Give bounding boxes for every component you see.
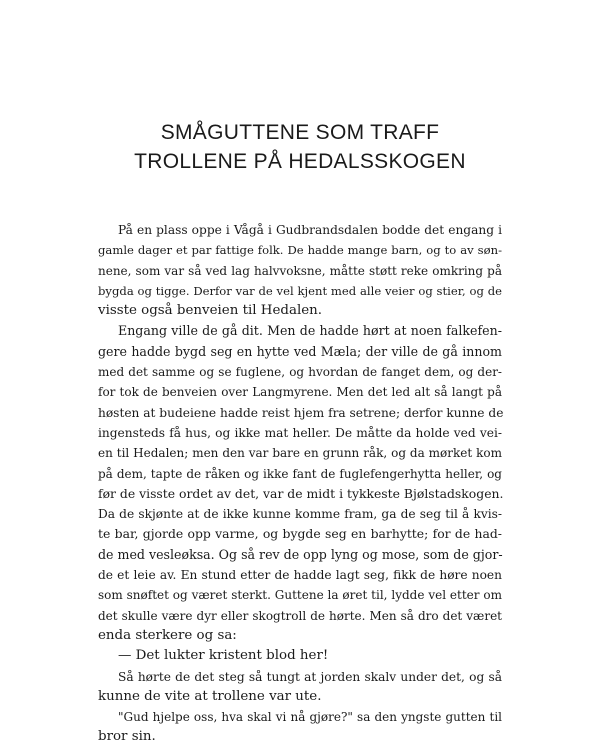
text-line: ingensteds få hus, og ikke mat heller. De måtte da holde ved vei- [98, 425, 502, 440]
text-line: som snøftet og været sterkt. Guttene la øret til, lydde vel etter om [98, 588, 502, 603]
text-line: med det samme og se fuglene, og hvordan de fanget dem, og der- [98, 365, 502, 380]
chapter-title-line-2: TROLLENE PÅ HEDALSSKOGEN [134, 150, 466, 173]
story-text [98, 220, 502, 748]
text-line: en til Hedalen; men den var bare en grunn råk, og da mørket kom [98, 446, 502, 461]
text-line: før de visste ordet av det, var de midt i tykkeste Bjølstadskogen. [98, 485, 504, 501]
text-line: "Gud hjelpe oss, hva skal vi nå gjøre?" sa den yngste gutten til [118, 710, 502, 725]
text-line: for tok de benveien over Langmyrene. Men det led alt så langt på [98, 385, 502, 400]
text-line: det skulle være dyr eller skogtroll de hørte. Men så dro det været [98, 608, 502, 623]
text-line: på dem, tapte de råken og ikke fant de fuglefengerhytta heller, og [98, 466, 502, 481]
text-line: te bar, gjorde opp varme, og bygde seg en barhytte; for de had- [98, 526, 502, 542]
chapter-title [100, 118, 500, 176]
text-line: bygda og tigge. Derfor var de vel kjent med alle veier og stier, og de [98, 283, 502, 298]
text-line: visste også benveien til Hedalen. [98, 303, 323, 319]
chapter-title-line-1: SMÅGUTTENE SOM TRAFF [160, 121, 440, 144]
text-line: Da de skjønte at de ikke kunne komme fram, ga de seg til å kvis- [98, 507, 502, 522]
text-line: kunne de vite at trollene var ute. [98, 688, 322, 704]
text-line: Engang ville de gå dit. Men de hadde hørt at noen falkefen- [118, 323, 502, 339]
text-line: de med vesleøksa. Og så rev de opp lyng og mose, som de gjor- [98, 546, 503, 562]
text-line: gere hadde bygd seg en hytte ved Mæla; der ville de gå innom [98, 343, 502, 359]
text-line: På en plass oppe i Vågå i Gudbrandsdalen bodde det engang i [118, 223, 502, 237]
text-line: de et leie av. En stund etter de hadde lagt seg, fikk de høre noen [98, 568, 502, 583]
text-line: nene, som var så ved lag halvvoksne, måtte støtt reke omkring på [98, 263, 502, 278]
text-line: — Det lukter kristent blod her! [118, 648, 329, 664]
text-line: gamle dager et par fattige folk. De hadde mange barn, og to av søn- [98, 243, 502, 258]
text-line: Så hørte de det steg så tungt at jorden skalv under det, og så [118, 669, 502, 684]
text-line: bror sin. [98, 729, 156, 745]
text-line: enda sterkere og sa: [98, 627, 237, 643]
text-line: høsten at budeiene hadde reist hjem fra setrene; derfor kunne de [98, 405, 504, 420]
